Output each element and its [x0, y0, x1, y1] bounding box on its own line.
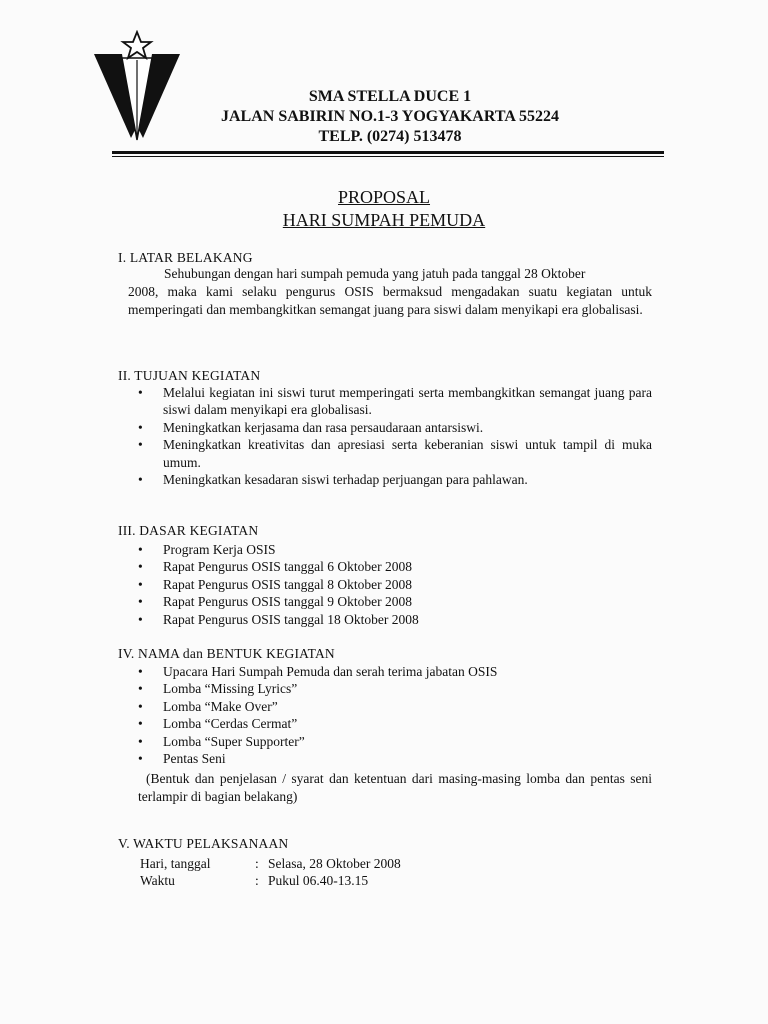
- heading-tujuan-kegiatan: II. TUJUAN KEGIATAN: [118, 368, 261, 383]
- list-item: • Rapat Pengurus OSIS tanggal 8 Oktober 2008: [138, 576, 652, 593]
- latar-paragraph-rest: 2008, maka kami selaku pengurus OSIS bermaksud mengadakan suatu kegiatan untuk memperingati dan membangkitkan semangat juang para siswi dalam menyikapi era globalisasi.: [128, 284, 652, 317]
- list-item: • Melalui kegiatan ini siswi turut memperingati serta membangkitkan semangat juang para siswi dalam menyikapi era globalisasi.: [138, 384, 652, 419]
- latar-paragraph-line1: Sehubungan dengan hari sumpah pemuda yang jatuh pada tanggal 28 Oktober: [164, 266, 586, 281]
- list-item: • Lomba “Super Supporter”: [138, 733, 652, 750]
- list-item: • Rapat Pengurus OSIS tanggal 18 Oktober 2008: [138, 611, 652, 628]
- row-separator: :: [255, 856, 259, 871]
- list-item: • Rapat Pengurus OSIS tanggal 9 Oktober 2008: [138, 593, 652, 610]
- list-item: • Pentas Seni: [138, 750, 652, 767]
- list-item: • Lomba “Make Over”: [138, 698, 652, 715]
- list-item: • Lomba “Missing Lyrics”: [138, 680, 652, 697]
- header-rule-thick: [112, 151, 664, 154]
- latar-belakang-paragraph: [128, 265, 652, 319]
- row-label: Waktu: [140, 873, 175, 888]
- tujuan-list: [138, 384, 652, 488]
- school-address: JALAN SABIRIN NO.1-3 YOGYAKARTA 55224: [221, 108, 559, 125]
- header-rule-thin: [112, 156, 664, 157]
- list-item: • Upacara Hari Sumpah Pemuda dan serah terima jabatan OSIS: [138, 663, 652, 680]
- nama-list: [138, 663, 652, 767]
- row-label: Hari, tanggal: [140, 856, 211, 871]
- heading-latar-belakang: I. LATAR BELAKANG: [118, 250, 253, 265]
- list-item: • Meningkatkan kerjasama dan rasa persaudaraan antarsiswi.: [138, 419, 652, 436]
- school-phone: TELP. (0274) 513478: [318, 128, 462, 145]
- heading-nama-bentuk-kegiatan: IV. NAMA dan BENTUK KEGIATAN: [118, 646, 335, 661]
- heading-dasar-kegiatan: III. DASAR KEGIATAN: [118, 523, 259, 538]
- list-item: • Meningkatkan kreativitas dan apresiasi serta keberanian siswi untuk tampil di muka umum.: [138, 436, 652, 471]
- school-name: SMA STELLA DUCE 1: [308, 88, 472, 105]
- list-item: • Meningkatkan kesadaran siswi terhadap perjuangan para pahlawan.: [138, 471, 652, 488]
- row-separator: :: [255, 873, 259, 888]
- list-item: • Program Kerja OSIS: [138, 541, 652, 558]
- proposal-title: PROPOSAL: [337, 187, 431, 207]
- nama-note: (Bentuk dan penjelasan / syarat dan ketentuan dari masing-masing lomba dan pentas seni terlampir di bagian belakang): [138, 771, 652, 804]
- heading-waktu-pelaksanaan: V. WAKTU PELAKSANAAN: [118, 836, 289, 851]
- proposal-subtitle: HARI SUMPAH PEMUDA: [282, 210, 486, 230]
- dasar-list: [138, 541, 652, 628]
- list-item: • Rapat Pengurus OSIS tanggal 6 Oktober 2008: [138, 558, 652, 575]
- row-value: Pukul 06.40-13.15: [268, 873, 369, 888]
- list-item: • Lomba “Cerdas Cermat”: [138, 715, 652, 732]
- row-value: Selasa, 28 Oktober 2008: [268, 856, 401, 871]
